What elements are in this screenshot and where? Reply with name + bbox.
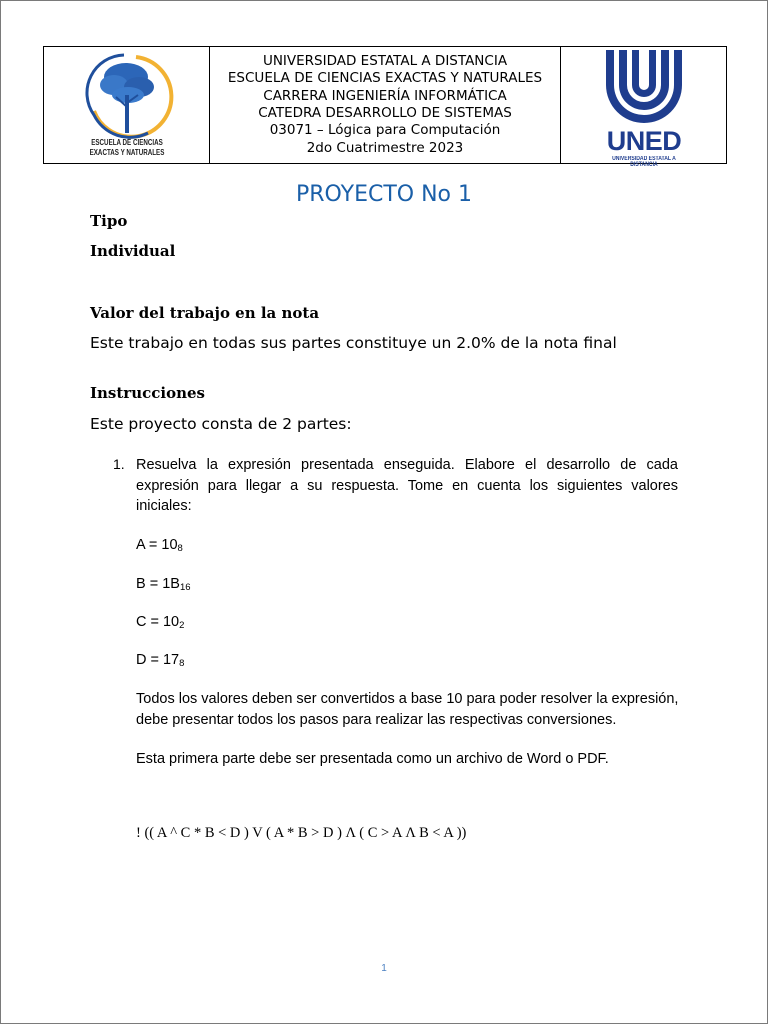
tipo-value: Individual: [90, 242, 176, 260]
conversion-text: Todos los valores deben ser convertidos a base 10 para poder resolver la expresión, debe presentar todos los pasos para realizar las respectivas conversiones.: [136, 691, 679, 728]
uned-logo-cell: [561, 47, 726, 168]
page-number: 1: [381, 963, 387, 974]
instrucciones-heading: Instrucciones: [90, 384, 205, 402]
header-line-term: 2do Cuatrimestre 2023: [306, 139, 464, 156]
value-c-base: 2: [179, 620, 185, 631]
header-line-university: UNIVERSIDAD ESTATAL A DISTANCIA: [262, 53, 508, 70]
value-c-text: C = 10: [136, 614, 180, 630]
document-title: PROYECTO No 1: [295, 182, 473, 207]
tipo-heading: Tipo: [90, 212, 128, 230]
valor-heading: Valor del trabajo en la nota: [90, 304, 320, 322]
value-a: [136, 537, 183, 554]
header-line-career: CARRERA INGENIERÍA INFORMÁTICA: [263, 87, 507, 104]
value-d: [136, 652, 184, 669]
valor-text: Este trabajo en todas sus partes constituye un 2.0% de la nota final: [90, 334, 617, 352]
school-caption-line2: EXACTAS Y NATURALES: [89, 148, 165, 157]
uned-logo-icon: [603, 47, 685, 129]
value-d-text: D = 17: [136, 652, 180, 668]
list-item-number: 1.: [113, 456, 125, 472]
list-item-text: Resuelva la expresión presentada enseguida. Elabore el desarrollo de cada expresión para llegar a su respuesta. Tome en cuenta los siguientes valores iniciales:: [136, 457, 678, 514]
value-b-base: 16: [179, 582, 191, 593]
uned-logo-subtitle: UNIVERSIDAD ESTATAL A DISTANCIA: [612, 156, 676, 168]
value-b-text: B = 1B: [136, 576, 180, 592]
header-line-school: ESCUELA DE CIENCIAS EXACTAS Y NATURALES: [227, 70, 543, 87]
format-text: Esta primera parte debe ser presentada como un archivo de Word o PDF.: [136, 751, 609, 767]
school-caption-line1: ESCUELA DE CIENCIAS: [91, 138, 163, 147]
uned-logo-word: UNED: [606, 126, 682, 156]
school-logo-cell: [44, 47, 210, 163]
tree-logo-icon: [84, 51, 174, 139]
school-logo-caption: [62, 138, 191, 158]
logic-expression: ! (( A ^ C * B < D ) V ( A * B > D ) Λ ( C > A Λ B < A )): [136, 825, 467, 841]
header-text-cell: [210, 47, 561, 163]
value-a-base: 8: [177, 543, 183, 554]
value-a-text: A = 10: [136, 537, 178, 553]
header-line-chair: CATEDRA DESARROLLO DE SISTEMAS: [258, 105, 512, 121]
value-d-base: 8: [179, 658, 185, 669]
value-c: [136, 614, 184, 631]
instrucciones-text: Este proyecto consta de 2 partes:: [90, 415, 352, 433]
header-table: [43, 46, 727, 168]
value-b: [136, 576, 191, 593]
header-line-course: 03071 – Lógica para Computación: [269, 122, 501, 139]
